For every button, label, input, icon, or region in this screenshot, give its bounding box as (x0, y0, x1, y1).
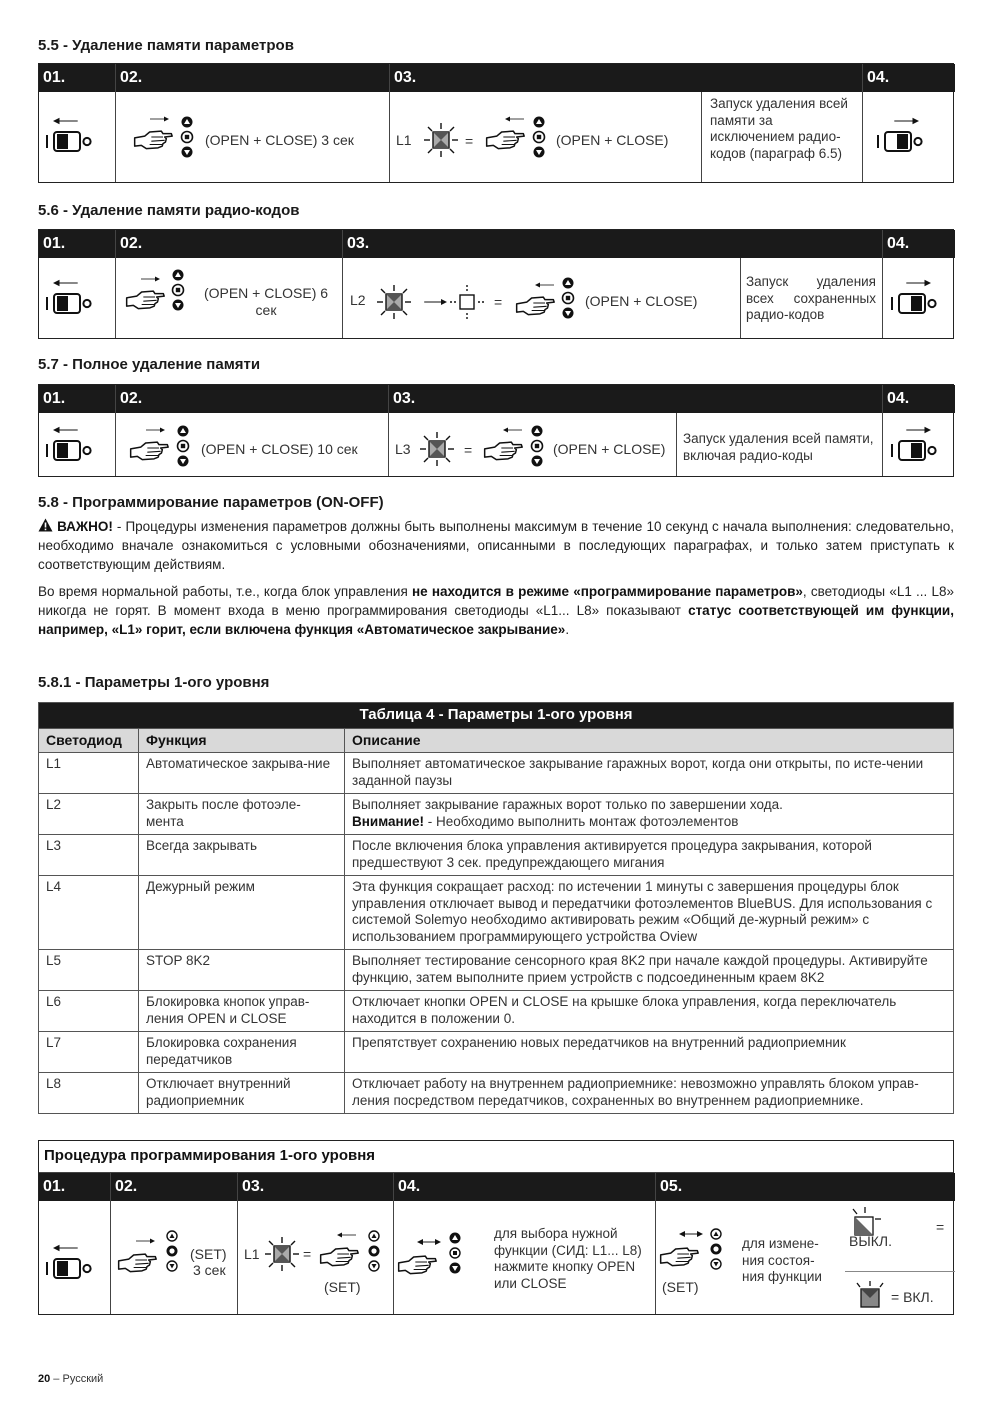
programming-procedure (38, 1140, 954, 1315)
cell-description: Выполняет закрывание гаражных ворот только по завершении хода. Внимание! - Необходимо выполнить монтаж фотоэлементов (345, 794, 954, 835)
set-button-icon (165, 1229, 179, 1273)
table-row (39, 794, 954, 835)
switch-on-icon (887, 284, 947, 316)
warning-label: ВАЖНО! (57, 519, 113, 534)
switch-off-icon (42, 1249, 102, 1281)
switch-off-icon (42, 122, 102, 154)
equals-sign: = (464, 442, 473, 458)
hand-press-icon (125, 282, 175, 312)
cell-function: Блокировка сохранения передатчиков (139, 1032, 345, 1073)
led-blink-icon (376, 284, 412, 320)
section-title-5-7: 5.7 - Полное удаление памяти (38, 356, 261, 373)
arrow-left-icon (505, 114, 525, 124)
off-label: ВЫКЛ. (849, 1233, 892, 1249)
result-text: Запуск удаления всей памяти за исключением радио-кодов (параграф 6.5) (710, 96, 848, 161)
led-blink-icon (423, 122, 459, 158)
procedure-5-7 (38, 384, 954, 477)
cell-led: L2 (39, 794, 139, 835)
page-footer (38, 1373, 103, 1385)
step-header-04: 04. (883, 385, 955, 413)
open-close-buttons-icon (448, 1231, 462, 1275)
step2-text: (OPEN + CLOSE) 3 сек (205, 132, 354, 148)
arrow-right-icon (140, 274, 160, 284)
table-row (39, 950, 954, 991)
cell-function: Блокировка кнопок управ-ления OPEN и CLOSE (139, 991, 345, 1032)
cell-led: L1 (39, 753, 139, 794)
step-header-03: 03. (238, 1173, 393, 1201)
arrow-right-icon (145, 425, 165, 435)
hand-press-icon (319, 1239, 369, 1269)
hand-press-icon (117, 1245, 167, 1275)
table-caption: Таблица 4 - Параметры 1-ого уровня (39, 703, 954, 729)
open-close-buttons-icon (532, 115, 546, 159)
step3-text: (OPEN + CLOSE) (556, 132, 669, 148)
step-header-02: 02. (116, 64, 389, 92)
equals-sign: = (303, 1246, 312, 1262)
step-header-01: 01. (39, 1173, 110, 1201)
cell-description: После включения блока управления активируется процедура закрывания, которой предшествуют 3 сек. предупреждающего мигания (345, 835, 954, 876)
footer-language: – Русский (50, 1373, 104, 1385)
equals-sign: = (494, 294, 503, 310)
step3-text: (OPEN + CLOSE) (585, 293, 698, 309)
table-row (39, 835, 954, 876)
cell-description: Отключает кнопки OPEN и CLOSE на крышке блока управления, когда переключатель находится в положении 0. (345, 991, 954, 1032)
column-header-description: Описание (345, 728, 954, 753)
info-text-3: . (565, 622, 570, 637)
led-blink-icon (419, 431, 455, 467)
arrow-both-icon (417, 1237, 441, 1247)
section-title-5-5: 5.5 - Удаление памяти параметров (38, 37, 294, 54)
cell-led: L7 (39, 1032, 139, 1073)
cell-function: Автоматическое закрыва-ние (139, 753, 345, 794)
step2-set: (SET) (190, 1246, 227, 1262)
set-button-icon (709, 1227, 723, 1271)
warning-paragraph (38, 517, 954, 574)
procedure-5-5 (38, 63, 954, 183)
cell-description: Выполняет тестирование сенсорного края 8K2 при начале каждой процедуры. Активируйте функцию, затем выполните прием устройств с подсоединенным краем 8K2 (345, 950, 954, 991)
hand-press-icon (483, 433, 533, 463)
hand-press-icon (397, 1247, 447, 1277)
info-text-2: , светодиоды «L1 ... L8» никогда не горят. В момент входа в меню программирования светодиоды «L1... L8» показывают (38, 584, 954, 618)
step-header-04: 04. (394, 1173, 655, 1201)
step-header-01: 01. (39, 64, 115, 92)
switch-on-icon (873, 122, 933, 154)
step-header-04: 04. (883, 230, 955, 258)
arrow-both-icon (679, 1229, 703, 1239)
off-equals: = (936, 1219, 945, 1235)
result-text: Запуск удаления всех сохраненных радио-кодов (746, 274, 876, 322)
step-header-02: 02. (111, 1173, 237, 1201)
column-header-function: Функция (139, 728, 345, 753)
table-row (39, 991, 954, 1032)
step-header-02: 02. (116, 385, 388, 413)
info-text-1: Во время нормальной работы, т.е., когда блок управления (38, 584, 412, 599)
arrow-right-icon (423, 297, 447, 307)
hand-press-icon (485, 122, 535, 152)
step-header-01: 01. (39, 385, 115, 413)
arrow-right-icon (149, 114, 169, 124)
cell-description: Эта функция сокращает расход: по истечении 1 минуты с завершения процедуры блок управления отключает вывод и передатчики фотоэлементов BlueBUS. Для использования с системой Solemyo необходимо активировать режим «Общий де-журный режим» с использованием программирующего устройства Oview (345, 876, 954, 950)
cell-function: Отключает внутренний радиоприемник (139, 1073, 345, 1114)
arrow-left-icon (337, 1230, 357, 1240)
arrow-right-icon (135, 1236, 155, 1246)
cell-function: STOP 8K2 (139, 950, 345, 991)
step-header-05: 05. (656, 1173, 955, 1201)
led-label: L2 (350, 292, 366, 308)
cell-led: L5 (39, 950, 139, 991)
step-header-02: 02. (116, 230, 342, 258)
cell-description: Отключает работу на внутреннем радиоприемнике: невозможно управлять блоком управ-ления посредством передатчиков, сохраненных во внутреннем радиоприемнике. (345, 1073, 954, 1114)
switch-off-icon (42, 284, 102, 316)
switch-off-icon (42, 431, 102, 463)
set-button-icon (367, 1229, 381, 1273)
section-title-5-8: 5.8 - Программирование параметров (ON-OFF) (38, 494, 384, 511)
step5-set: (SET) (662, 1279, 699, 1295)
arrow-left-icon (535, 280, 555, 290)
parameters-table (38, 702, 954, 1114)
step5-text: для измене-ния состоя-ния функции (742, 1236, 822, 1284)
on-label: = ВКЛ. (891, 1289, 934, 1305)
cell-function: Закрыть после фотоэле-мента (139, 794, 345, 835)
arrow-left-icon (503, 425, 523, 435)
switch-on-icon (887, 431, 947, 463)
led-label: L3 (395, 441, 411, 457)
step2-text: (OPEN + CLOSE) 10 сек (201, 441, 358, 457)
hand-press-icon (515, 288, 565, 318)
step3-set: (SET) (324, 1279, 361, 1295)
step-header-01: 01. (39, 230, 115, 258)
cell-led: L3 (39, 835, 139, 876)
cell-led: L6 (39, 991, 139, 1032)
cell-function: Дежурный режим (139, 876, 345, 950)
hand-press-icon (133, 122, 183, 152)
led-on-icon (849, 1281, 889, 1311)
table-row (39, 876, 954, 950)
page-number: 20 (38, 1373, 51, 1385)
info-bold-2: статус соответствующей им функции, например, «L1» горит, если включена функция «Автоматическое закрывание» (38, 603, 954, 637)
open-close-buttons-icon (180, 115, 194, 159)
procedure-5-6 (38, 229, 954, 339)
info-bold-1: не находится в режиме «программирование параметров» (411, 584, 803, 599)
cell-description: Выполняет автоматическое закрывание гаражных ворот, когда они открыты, по исте-чении заданной паузы (345, 753, 954, 794)
info-paragraph (38, 582, 954, 639)
open-close-buttons-icon (176, 424, 190, 468)
step-header-04: 04. (863, 64, 955, 92)
step-header-03: 03. (343, 230, 882, 258)
led-blink-icon (264, 1236, 300, 1272)
table-row (39, 753, 954, 794)
section-title-5-6: 5.6 - Удаление памяти радио-кодов (38, 202, 300, 219)
step2-time: 3 сек (193, 1262, 226, 1278)
cell-led: L4 (39, 876, 139, 950)
table-row (39, 1073, 954, 1114)
step-header-03: 03. (390, 64, 862, 92)
cell-led: L8 (39, 1073, 139, 1114)
warning-icon (38, 518, 53, 532)
warning-text: - Процедуры изменения параметров должны быть выполнены максимум в течение 10 секунд с начала выполнения: следовательно, необходимо вначале ознакомиться с условными обозначениями, описанными в последующих параграфах, и только затем приступать к соответствующим действиям. (38, 519, 954, 572)
step3-text: (OPEN + CLOSE) (553, 441, 666, 457)
led-label: L1 (396, 132, 412, 148)
hand-press-icon (659, 1239, 709, 1269)
column-header-led: Светодиод (39, 728, 139, 753)
table-row (39, 1032, 954, 1073)
procedure-title: Процедура программирования 1-ого уровня (44, 1147, 376, 1164)
equals-sign: = (465, 133, 474, 149)
result-text: Запуск удаления всей памяти, включая радио-коды (683, 431, 874, 463)
hand-press-icon (129, 433, 179, 463)
led-label: L1 (244, 1246, 260, 1262)
step4-text: для выбора нужной функции (СИД: L1... L8) нажмите кнопку OPEN или CLOSE (494, 1226, 642, 1291)
cell-description: Препятствует сохранению новых передатчиков на внутренний радиоприемник (345, 1032, 954, 1073)
cell-function: Всегда закрывать (139, 835, 345, 876)
open-close-buttons-icon (171, 268, 185, 312)
section-title-5-8-1: 5.8.1 - Параметры 1-ого уровня (38, 674, 270, 691)
step-header-03: 03. (389, 385, 882, 413)
step2-text: (OPEN + CLOSE) 6 сек (203, 285, 329, 318)
open-close-buttons-icon (561, 276, 575, 320)
led-off-icon (449, 284, 485, 320)
open-close-buttons-icon (530, 424, 544, 468)
